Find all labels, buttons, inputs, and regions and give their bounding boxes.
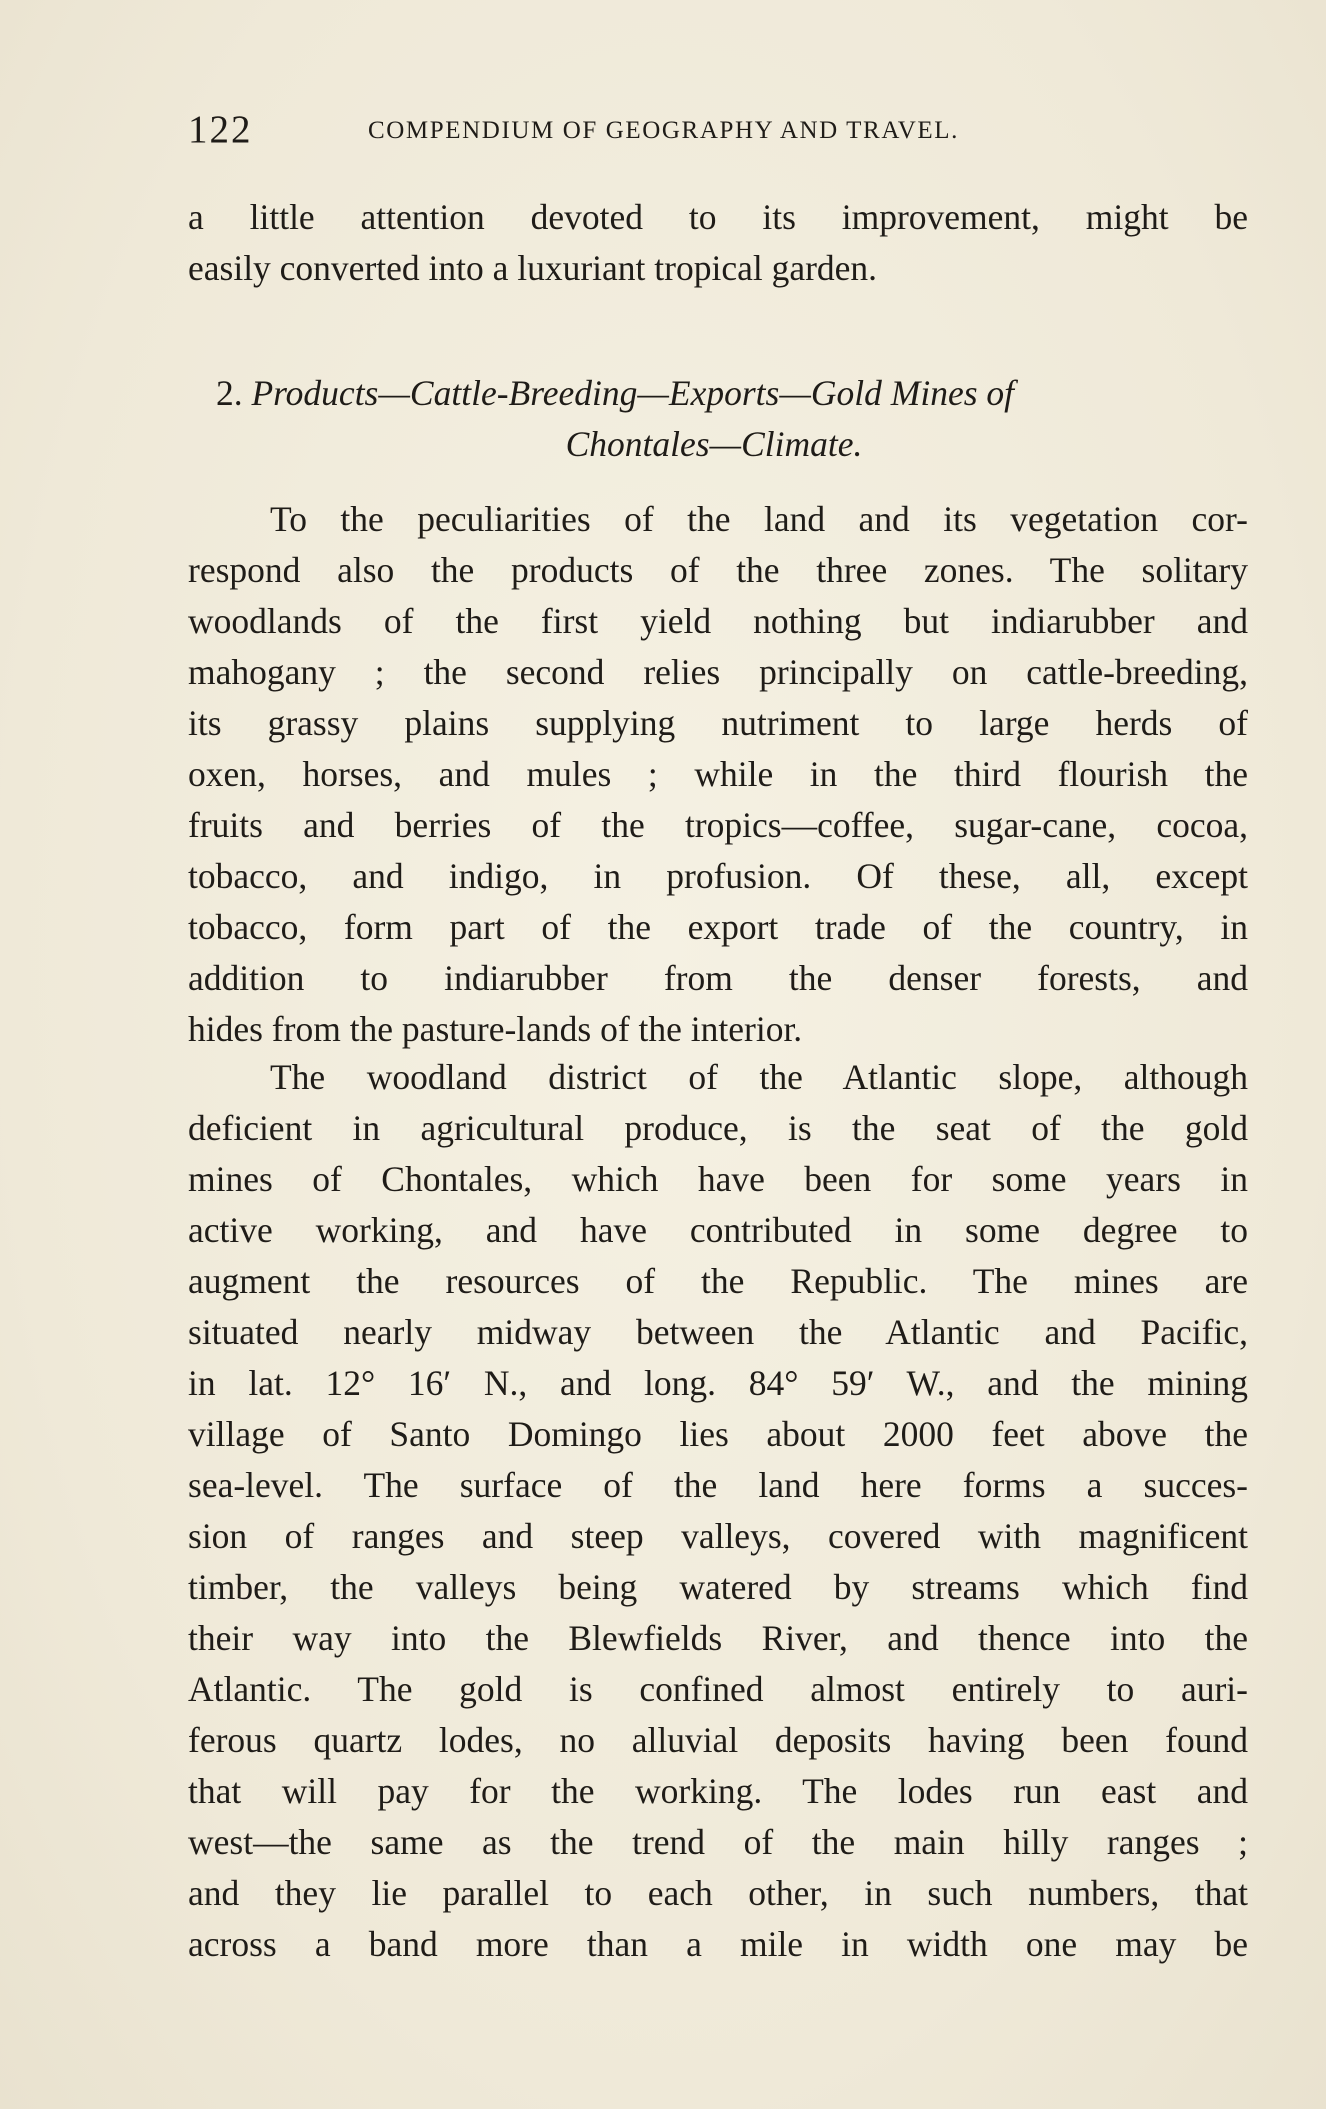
text-line: tobacco, form part of the export trade of the country, in xyxy=(188,907,1248,947)
paragraph-products xyxy=(188,494,1248,1055)
text-line: situated nearly midway between the Atlantic and Pacific, xyxy=(188,1312,1248,1352)
text-line: hides from the pasture-lands of the interior. xyxy=(188,1009,803,1049)
text-line: their way into the Blewfields River, and thence into the xyxy=(188,1618,1248,1658)
text-line: in lat. 12° 16′ N., and long. 84° 59′ W., and the mining xyxy=(188,1363,1248,1403)
text-line: tobacco, and indigo, in profusion. Of these, all, except xyxy=(188,856,1248,896)
text-line: sion of ranges and steep valleys, covered with magnificent xyxy=(188,1516,1248,1556)
section-heading-line-1 xyxy=(188,368,1248,419)
text-line: a little attention devoted to its improvement, might be xyxy=(188,197,1248,237)
section-heading-line-2: Chontales—Climate. xyxy=(565,424,863,464)
running-title: COMPENDIUM OF GEOGRAPHY AND TRAVEL. xyxy=(368,117,960,144)
text-line: respond also the products of the three zones. The solitary xyxy=(188,550,1248,590)
text-line: mines of Chontales, which have been for some years in xyxy=(188,1159,1248,1199)
text-line: addition to indiarubber from the denser forests, and xyxy=(188,958,1248,998)
text-line: The woodland district of the Atlantic slope, although xyxy=(270,1057,1248,1097)
text-line: its grassy plains supplying nutriment to large herds of xyxy=(188,703,1248,743)
page-number: 122 xyxy=(188,108,253,151)
text-line: augment the resources of the Republic. The mines are xyxy=(188,1261,1248,1301)
text-line: deficient in agricultural produce, is the seat of the gold xyxy=(188,1108,1248,1148)
text-line: timber, the valleys being watered by streams which find xyxy=(188,1567,1248,1607)
text-line: across a band more than a mile in width one may be xyxy=(188,1924,1248,1964)
text-line: and they lie parallel to each other, in such numbers, that xyxy=(188,1873,1248,1913)
page-header xyxy=(188,108,1188,152)
text-line: woodlands of the first yield nothing but indiarubber and xyxy=(188,601,1248,641)
text-line: that will pay for the working. The lodes run east and xyxy=(188,1771,1248,1811)
section-heading-text: Products—Cattle-Breeding—Exports—Gold Mines of xyxy=(251,373,1015,413)
text-line: ferous quartz lodes, no alluvial deposits having been found xyxy=(188,1720,1248,1760)
text-line: active working, and have contributed in some degree to xyxy=(188,1210,1248,1250)
section-heading xyxy=(188,368,1248,470)
text-line: Atlantic. The gold is confined almost entirely to auri- xyxy=(188,1669,1248,1709)
text-line: village of Santo Domingo lies about 2000 feet above the xyxy=(188,1414,1248,1454)
intro-paragraph xyxy=(188,192,1248,294)
text-line: fruits and berries of the tropics—coffee, sugar-cane, cocoa, xyxy=(188,805,1248,845)
text-line: To the peculiarities of the land and its vegetation cor- xyxy=(270,499,1248,539)
text-line: west—the same as the trend of the main hilly ranges ; xyxy=(188,1822,1248,1862)
text-line: mahogany ; the second relies principally on cattle-breeding, xyxy=(188,652,1248,692)
text-line: oxen, horses, and mules ; while in the third flourish the xyxy=(188,754,1248,794)
section-number: 2. xyxy=(216,373,243,413)
text-line: easily converted into a luxuriant tropical garden. xyxy=(188,248,878,288)
text-line: sea-level. The surface of the land here forms a succes- xyxy=(188,1465,1248,1505)
paragraph-gold-mines xyxy=(188,1052,1248,1970)
